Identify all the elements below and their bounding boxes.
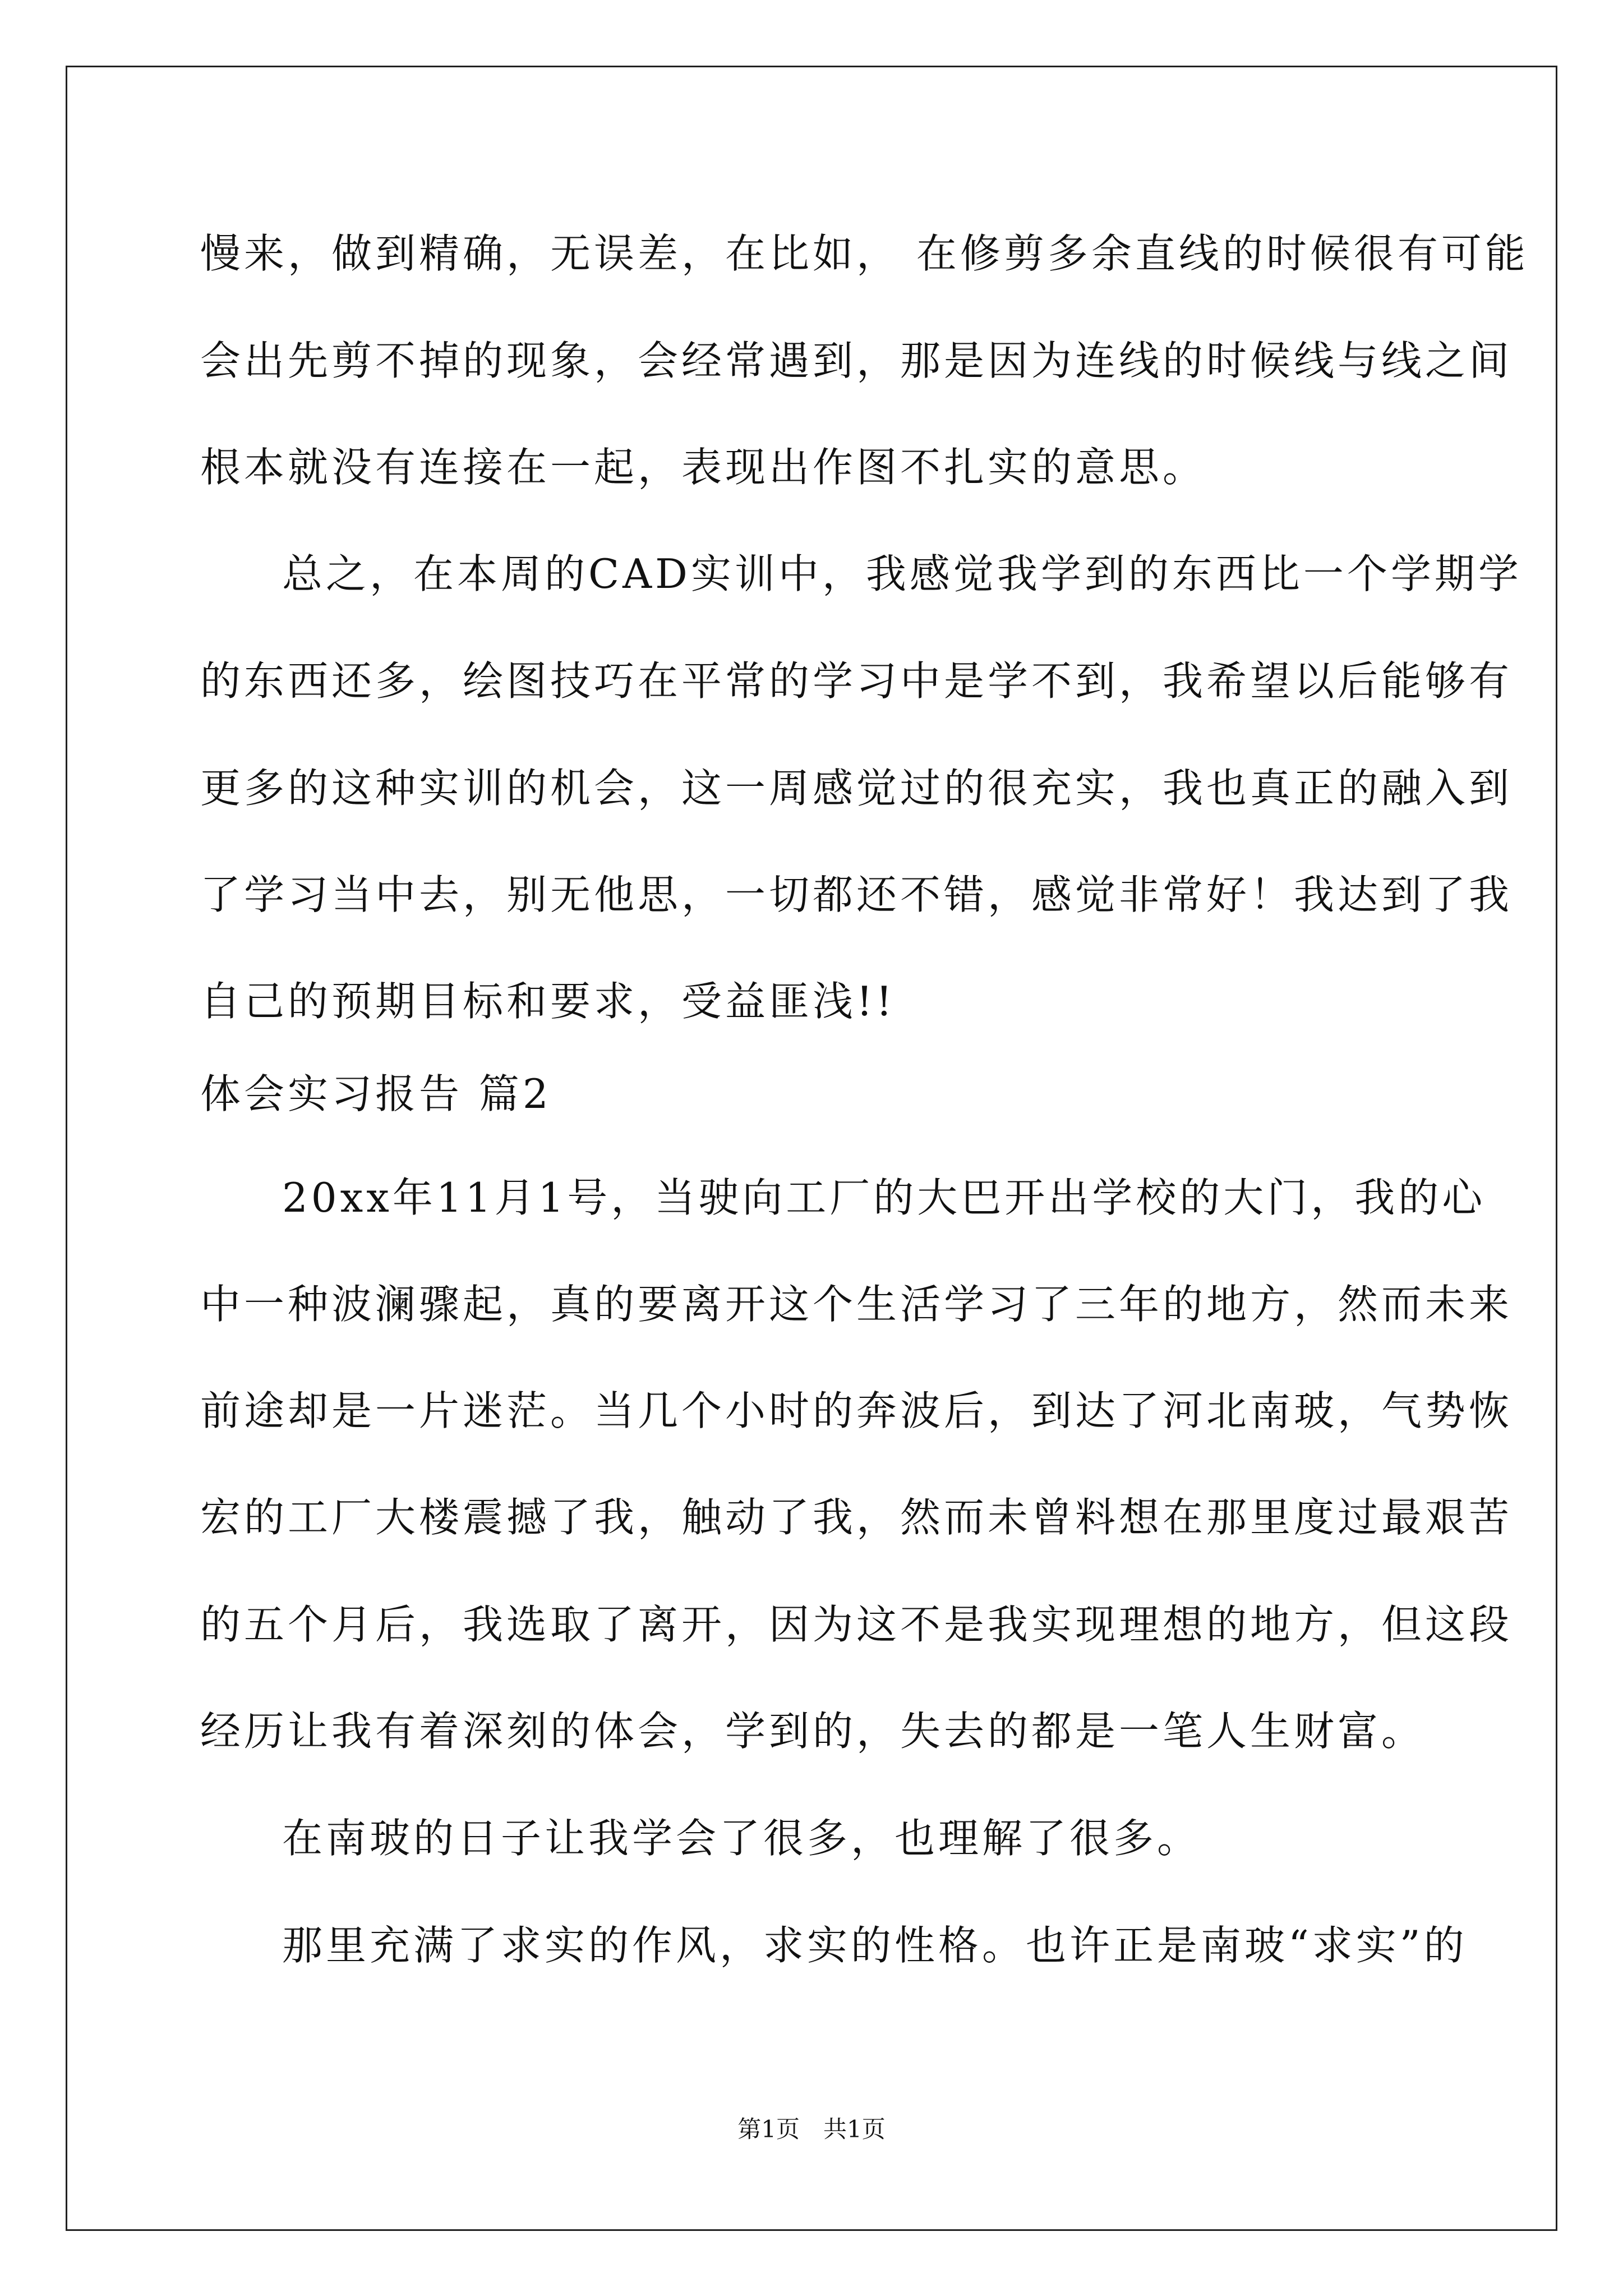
paragraph-3-line-3: 前途却是一片迷茫。当几个小时的奔波后，到达了河北南玻，气势恢 xyxy=(200,1387,1513,1434)
paragraph-3-line-4: 宏的工厂大楼震撼了我，触动了我，然而未曾料想在那里度过最艰苦 xyxy=(200,1494,1513,1541)
page-frame xyxy=(66,66,1557,2231)
paragraph-5-line-1: 那里充满了求实的作风，求实的性格。也许正是南玻“求实”的 xyxy=(282,1922,1468,1969)
page-indicator: 第1页 共1页 xyxy=(737,2115,886,2143)
paragraph-4-line-1: 在南玻的日子让我学会了很多，也理解了很多。 xyxy=(282,1815,1201,1862)
paragraph-1-line-2: 会出先剪不掉的现象，会经常遇到，那是因为连线的时候线与线之间 xyxy=(200,337,1513,384)
paragraph-2-line-4: 了学习当中去，别无他思，一切都还不错，感觉非常好！我达到了我 xyxy=(200,871,1513,918)
paragraph-3-line-6: 经历让我有着深刻的体会，学到的，失去的都是一笔人生财富。 xyxy=(200,1708,1426,1755)
paragraph-2-line-5: 自己的预期目标和要求，受益匪浅!! xyxy=(200,978,896,1025)
paragraph-3-line-5: 的五个月后，我选取了离开，因为这不是我实现理想的地方，但这段 xyxy=(200,1601,1513,1648)
paragraph-2-line-2: 的东西还多，绘图技巧在平常的学习中是学不到，我希望以后能够有 xyxy=(200,657,1513,705)
paragraph-2-line-1: 总之，在本周的CAD实训中，我感觉我学到的东西比一个学期学 xyxy=(282,550,1522,597)
paragraph-1-line-1: 慢来，做到精确，无误差，在比如， 在修剪多余直线的时候很有可能 xyxy=(200,230,1529,277)
paragraph-1-line-3: 根本就没有连接在一起，表现出作图不扎实的意思。 xyxy=(200,444,1207,491)
paragraph-3-line-1: 20xx年11月1号，当驶向工厂的大巴开出学校的大门，我的心 xyxy=(282,1174,1486,1221)
section-heading: 体会实习报告 篇2 xyxy=(200,1070,552,1117)
paragraph-3-line-2: 中一种波澜骤起，真的要离开这个生活学习了三年的地方，然而未来 xyxy=(200,1281,1513,1328)
paragraph-2-line-3: 更多的这种实训的机会，这一周感觉过的很充实，我也真正的融入到 xyxy=(200,765,1513,812)
page-footer xyxy=(0,2114,1623,2145)
